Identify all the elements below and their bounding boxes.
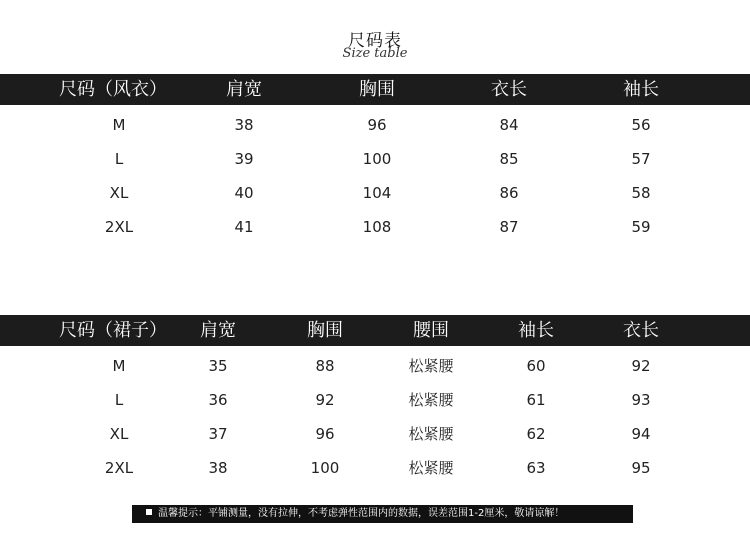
header-cell: 尺码（风衣） [59,79,167,100]
table-cell: 62 [526,425,546,443]
table-cell: 58 [631,184,651,202]
header-cell: 衣长 [623,320,659,341]
table-cell: 95 [631,459,651,477]
coat-table-header [0,74,750,105]
table-cell: 57 [631,150,651,168]
header-cell: 袖长 [518,320,554,341]
table-cell: M [112,357,126,375]
measurement-note-text: 温馨提示：平铺测量，没有拉伸，不考虑弹性范围内的数据，误差范围1-2厘米，敬请谅解！ [158,508,565,519]
page-subtitle: Size table [342,46,408,61]
table-cell: 100 [362,150,392,168]
table-row [0,422,750,446]
header-cell: 胸围 [307,320,343,341]
table-row [0,456,750,480]
table-cell: L [114,391,124,409]
table-cell: 36 [208,391,228,409]
header-cell: 胸围 [359,79,395,100]
table-row [0,354,750,378]
table-cell: 100 [310,459,340,477]
table-row [0,113,750,137]
table-cell: 松紧腰 [408,425,454,443]
table-cell: 松紧腰 [408,391,454,409]
table-cell: 40 [234,184,254,202]
table-cell: 93 [631,391,651,409]
table-row [0,215,750,239]
table-cell: 2XL [104,459,134,477]
table-cell: 38 [208,459,228,477]
table-cell: 96 [315,425,335,443]
table-cell: M [112,116,126,134]
table-cell: 60 [526,357,546,375]
table-cell: 92 [315,391,335,409]
table-cell: 86 [499,184,519,202]
table-cell: 35 [208,357,228,375]
header-cell: 肩宽 [200,320,236,341]
table-cell: 94 [631,425,651,443]
table-cell: XL [109,425,129,443]
table-cell: 84 [499,116,519,134]
measurement-note [132,505,633,523]
table-cell: 85 [499,150,519,168]
table-row [0,147,750,171]
table-cell: 56 [631,116,651,134]
table-cell: 59 [631,218,651,236]
table-cell: 38 [234,116,254,134]
header-cell: 尺码（裙子） [59,320,167,341]
table-cell: L [114,150,124,168]
table-cell: 松紧腰 [408,459,454,477]
page-title: 尺码表 [348,31,402,51]
skirt-table-header [0,315,750,346]
header-cell: 袖长 [623,79,659,100]
table-cell: 37 [208,425,228,443]
table-cell: 108 [362,218,392,236]
table-cell: 96 [367,116,387,134]
header-cell: 肩宽 [226,79,262,100]
table-cell: 2XL [104,218,134,236]
table-row [0,181,750,205]
table-cell: 88 [315,357,335,375]
table-cell: XL [109,184,129,202]
header-cell: 衣长 [491,79,527,100]
table-cell: 92 [631,357,651,375]
bullet-square-icon [146,509,152,515]
header-cell: 腰围 [413,320,449,341]
table-cell: 63 [526,459,546,477]
table-cell: 41 [234,218,254,236]
table-row [0,388,750,412]
table-cell: 61 [526,391,546,409]
table-cell: 87 [499,218,519,236]
table-cell: 松紧腰 [408,357,454,375]
table-cell: 39 [234,150,254,168]
table-cell: 104 [362,184,392,202]
